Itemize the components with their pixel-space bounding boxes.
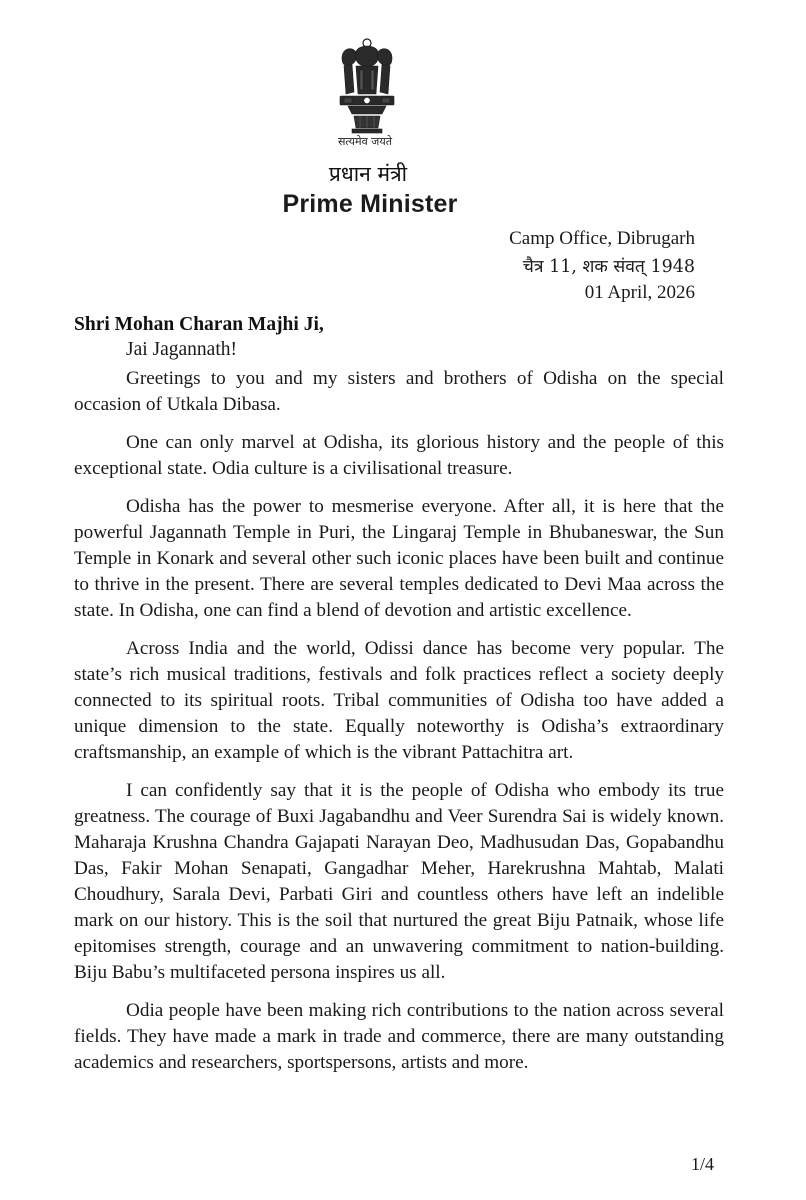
paragraph: Odisha has the power to mesmerise everyone. After all, it is here that the powerful Jagannath Temple in Puri, the Lingaraj Temple in Bhubaneswar, the Sun Temple in Konark and several other such iconic places have been built and continue to thrive in the present. There are several temples dedicated to Devi Maa across the state. In Odisha, one can find a blend of devotion and artistic excellence. [74,496,724,621]
paragraph: I can confidently say that it is the people of Odisha who embody its true greatness. The courage of Buxi Jagabandhu and Veer Surendra Sai is widely known. Maharaja Krushna Chandra Gajapati Narayan Deo, Madhusudan Das, Gopabandhu Das, Fakir Mohan Senapati, Gangadhar Meher, Harekrushna Mahtab, Malati Choudhury, Sarala Devi, Parbati Giri and countless others have left an indelible mark on our history. This is the soil that nurtured the great Biju Patnaik, whose life epitomises strength, courage and an unwavering commitment to nation-building. Biju Babu’s multifaceted persona inspires us all. [74,780,724,983]
letter-date: 01 April, 2026 [584,282,695,303]
emblem-motto: सत्यमेव जयते [337,135,392,148]
paragraph: Across India and the world, Odissi dance has become very popular. The state’s rich musical traditions, festivals and folk practices reflect a society deeply connected to its spiritual roots. Tribal communities of Odisha too have added a unique dimension to the state. Equally noteworthy is Odisha’s extraordinary craftsmanship, an example of which is the vibrant Pattachitra art. [74,638,724,763]
paragraph: One can only marvel at Odisha, its glorious history and the people of this exceptional state. Odia culture is a civilisational treasure. [74,432,724,479]
paragraph: Odia people have been making rich contributions to the nation across several fields. They have made a mark in trade and commerce, there are many outstanding academics and researchers, sportspersons, artists and more. [74,1000,724,1073]
office-location: Camp Office, Dibrugarh [509,228,695,249]
paragraph: Greetings to you and my sisters and brothers of Odisha on the special occasion of Utkala Dibasa. [74,368,724,415]
letter-body [74,366,724,1088]
greeting: Jai Jagannath! [126,339,238,360]
title-hindi: प्रधान मंत्री [328,162,408,186]
salutation: Shri Mohan Charan Majhi Ji, [74,314,324,335]
date-hindi: चैत्र 11, शक संवत् 1948 [522,257,695,277]
page-number: 1/4 [690,1154,714,1174]
national-emblem-icon [334,36,400,136]
page-title: Prime Minister [282,190,458,218]
